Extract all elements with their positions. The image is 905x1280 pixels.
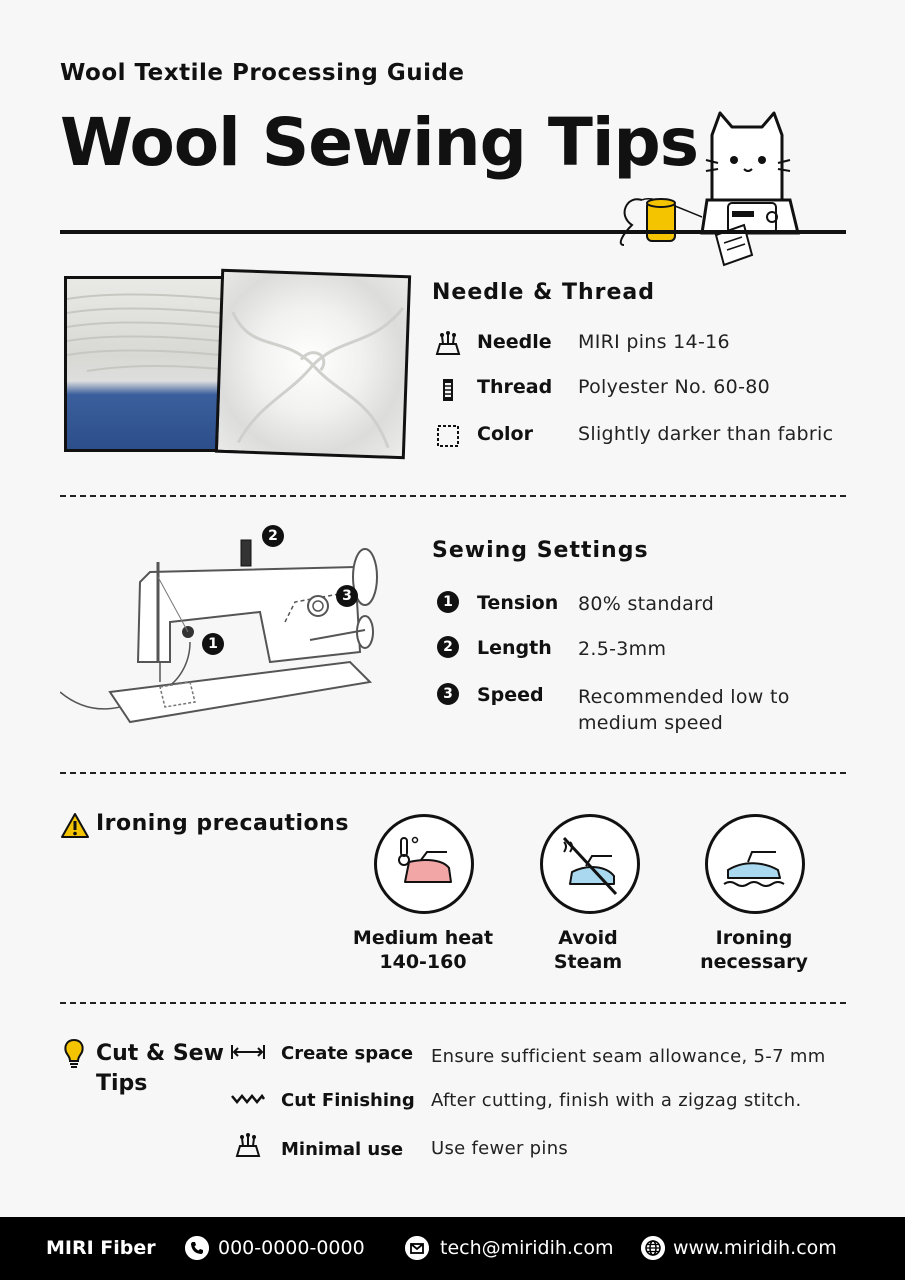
cut-sew-heading: Cut & Sew Tips — [96, 1041, 224, 1096]
zigzag-icon — [230, 1092, 266, 1106]
section-divider — [60, 772, 846, 774]
lightbulb-icon — [62, 1038, 86, 1070]
thread-spool-icon — [434, 376, 462, 404]
footer-phone[interactable]: 000-0000-0000 — [218, 1237, 365, 1259]
create-space-value: Ensure sufficient seam allowance, 5-7 mm — [431, 1046, 826, 1067]
tension-label: Tension — [477, 592, 559, 614]
create-space-label: Create space — [281, 1043, 414, 1064]
color-value: Slightly darker than fabric — [578, 423, 834, 445]
minimal-use-value: Use fewer pins — [431, 1138, 569, 1159]
machine-marker-1: 1 — [202, 633, 224, 655]
setting-number-3: 3 — [437, 683, 459, 705]
no-steam-iron-icon — [540, 814, 640, 914]
ironing-heading: Ironing precautions — [96, 811, 349, 836]
thread-value: Polyester No. 60-80 — [578, 376, 770, 398]
page-title: Wool Sewing Tips — [60, 104, 699, 181]
sewing-machine-illustration — [60, 522, 390, 732]
length-value: 2.5-3mm — [578, 638, 667, 660]
width-arrows-icon — [230, 1043, 266, 1061]
cat-sewing-illustration — [612, 105, 822, 270]
needle-label: Needle — [477, 331, 552, 353]
setting-number-2: 2 — [437, 636, 459, 658]
fabric-swatch-icon — [434, 422, 462, 450]
iron-pressing-icon — [705, 814, 805, 914]
machine-marker-2: 2 — [262, 525, 284, 547]
thread-label: Thread — [477, 376, 553, 398]
pincushion-icon — [234, 1132, 262, 1160]
section-divider — [60, 495, 846, 497]
footer-website[interactable]: www.miridih.com — [673, 1237, 837, 1259]
tension-value: 80% standard — [578, 593, 715, 615]
speed-value: Recommended low to medium speed — [578, 686, 790, 734]
warning-icon — [60, 812, 90, 839]
color-label: Color — [477, 423, 533, 445]
machine-marker-3: 3 — [336, 585, 358, 607]
cut-finishing-value: After cutting, finish with a zigzag stitch. — [431, 1090, 802, 1111]
email-icon — [405, 1236, 429, 1260]
minimal-use-label: Minimal use — [281, 1139, 404, 1160]
page-subtitle: Wool Textile Processing Guide — [60, 60, 465, 86]
globe-icon — [641, 1236, 665, 1260]
phone-icon — [185, 1236, 209, 1260]
white-fabric-photo — [215, 269, 411, 460]
title-divider — [60, 230, 846, 234]
iron-thermometer-icon — [374, 814, 474, 914]
section-divider — [60, 1002, 846, 1004]
pincushion-icon — [434, 330, 462, 358]
avoid-steam-caption: Avoid Steam — [553, 927, 623, 973]
footer-email[interactable]: tech@miridih.com — [440, 1237, 614, 1259]
needle-thread-heading: Needle & Thread — [432, 280, 656, 305]
footer-brand: MIRI Fiber — [46, 1237, 156, 1259]
needle-value: MIRI pins 14-16 — [578, 331, 730, 353]
footer-bar — [0, 1217, 905, 1280]
cut-finishing-label: Cut Finishing — [281, 1090, 415, 1111]
sewing-settings-heading: Sewing Settings — [432, 538, 649, 563]
setting-number-1: 1 — [437, 591, 459, 613]
length-label: Length — [477, 637, 552, 659]
speed-label: Speed — [477, 684, 544, 706]
medium-heat-caption: Medium heat 140-160 — [352, 927, 494, 973]
ironing-necessary-caption: Ironing necessary — [700, 927, 808, 973]
